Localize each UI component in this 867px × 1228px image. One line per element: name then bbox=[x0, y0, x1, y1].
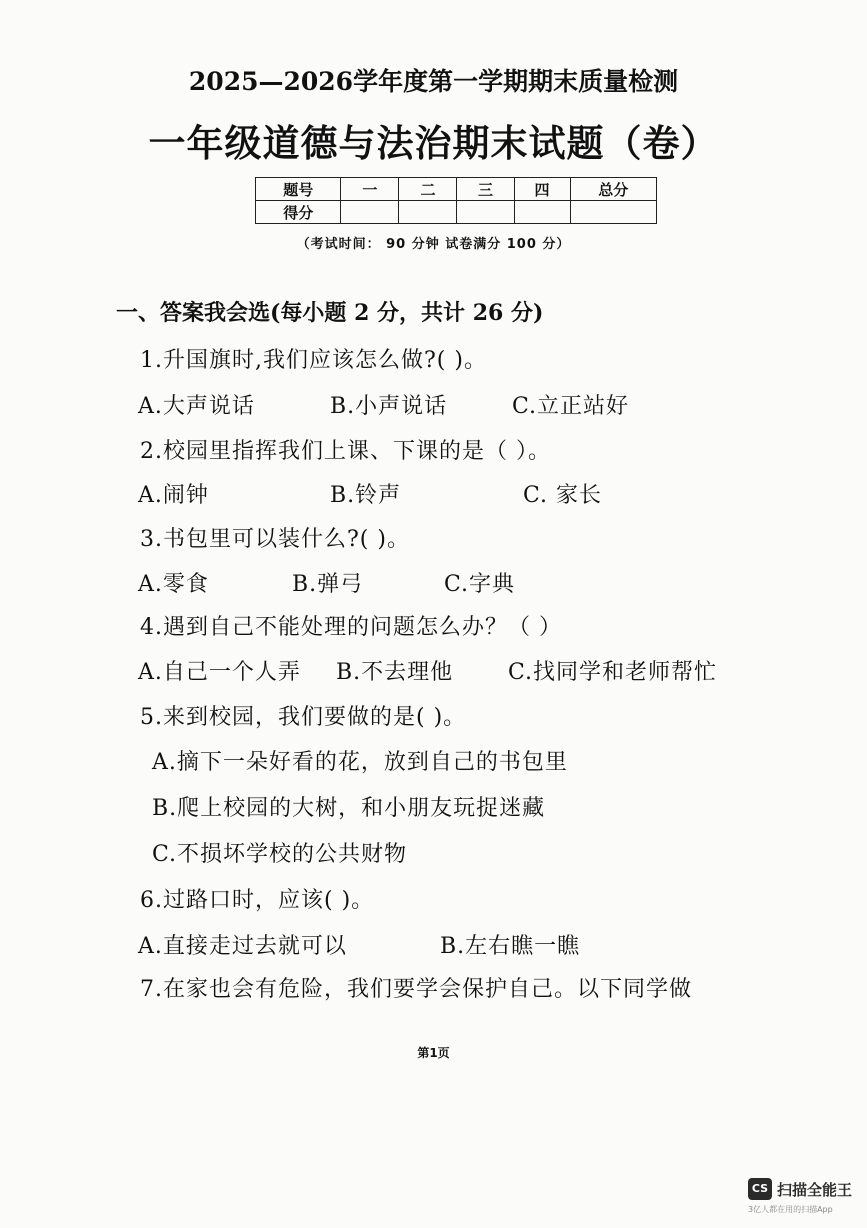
question-option: A.大声说话 bbox=[138, 394, 255, 419]
scanner-watermark bbox=[748, 1178, 860, 1218]
page-number: 第1页 bbox=[417, 1046, 450, 1060]
score-table-input-cell bbox=[514, 201, 570, 224]
score-table-cell: 总分 bbox=[570, 178, 656, 201]
question-stem: 3.书包里可以装什么?( )。 bbox=[140, 527, 410, 552]
question-option: C.不损坏学校的公共财物 bbox=[152, 842, 408, 867]
section-header: 一、答案我会选(每小题 2 分，共计 26 分) bbox=[116, 300, 544, 326]
question-stem: 4.遇到自己不能处理的问题怎么办？（ ） bbox=[140, 615, 562, 640]
question-stem: 7.在家也会有危险，我们要学会保护自己。以下同学做 bbox=[140, 977, 692, 1002]
score-table-cell: 一 bbox=[341, 178, 399, 201]
score-table-input-cell bbox=[457, 201, 514, 224]
score-table-cell: 题号 bbox=[256, 178, 341, 201]
question-option: C. 家长 bbox=[523, 483, 603, 508]
score-table-cell: 二 bbox=[399, 178, 457, 201]
scanner-name: 扫描全能王 bbox=[777, 1181, 853, 1199]
score-table-cell: 三 bbox=[457, 178, 514, 201]
year-title: 2025—2026学年度第一学期期末质量检测 bbox=[188, 67, 679, 96]
question-option: B.铃声 bbox=[330, 483, 402, 508]
question-option: A.闹钟 bbox=[138, 483, 209, 508]
question-option: A.摘下一朵好看的花，放到自己的书包里 bbox=[152, 750, 568, 775]
question-stem: 6.过路口时，应该( )。 bbox=[140, 888, 375, 913]
score-table bbox=[255, 177, 657, 224]
question-option: C.立正站好 bbox=[512, 394, 630, 419]
page-title: 一年级道德与法治期末试题（卷） bbox=[148, 121, 719, 165]
question-option: B.不去理他 bbox=[336, 660, 454, 685]
question-stem: 5.来到校园，我们要做的是( )。 bbox=[140, 705, 467, 730]
score-table-input-cell bbox=[341, 201, 399, 224]
question-option: B.爬上校园的大树，和小朋友玩捉迷藏 bbox=[152, 796, 546, 821]
question-option: B.小声说话 bbox=[330, 394, 448, 419]
question-option: A.自己一个人弄 bbox=[138, 660, 301, 685]
score-table-cell: 得分 bbox=[256, 201, 341, 224]
score-table-input-cell bbox=[399, 201, 457, 224]
scanner-logo-icon: CS bbox=[748, 1178, 772, 1200]
scanner-tagline: 3亿人都在用的扫描App bbox=[748, 1205, 833, 1214]
question-option: B.弹弓 bbox=[292, 572, 364, 597]
exam-info: （考试时间： 90 分钟 试卷满分 100 分） bbox=[296, 237, 571, 252]
score-table-cell: 四 bbox=[514, 178, 570, 201]
score-table-score-row bbox=[256, 201, 657, 224]
question-option: B.左右瞧一瞧 bbox=[440, 934, 581, 959]
question-stem: 2.校园里指挥我们上课、下课的是（ ）。 bbox=[140, 439, 551, 464]
question-option: A.直接走过去就可以 bbox=[138, 934, 347, 959]
score-table-input-cell bbox=[570, 201, 656, 224]
question-option: A.零食 bbox=[138, 572, 209, 597]
question-stem: 1.升国旗时,我们应该怎么做?( )。 bbox=[140, 348, 487, 373]
question-option: C.找同学和老师帮忙 bbox=[508, 660, 718, 685]
question-option: C.字典 bbox=[444, 572, 516, 597]
score-table-header-row bbox=[256, 178, 657, 201]
